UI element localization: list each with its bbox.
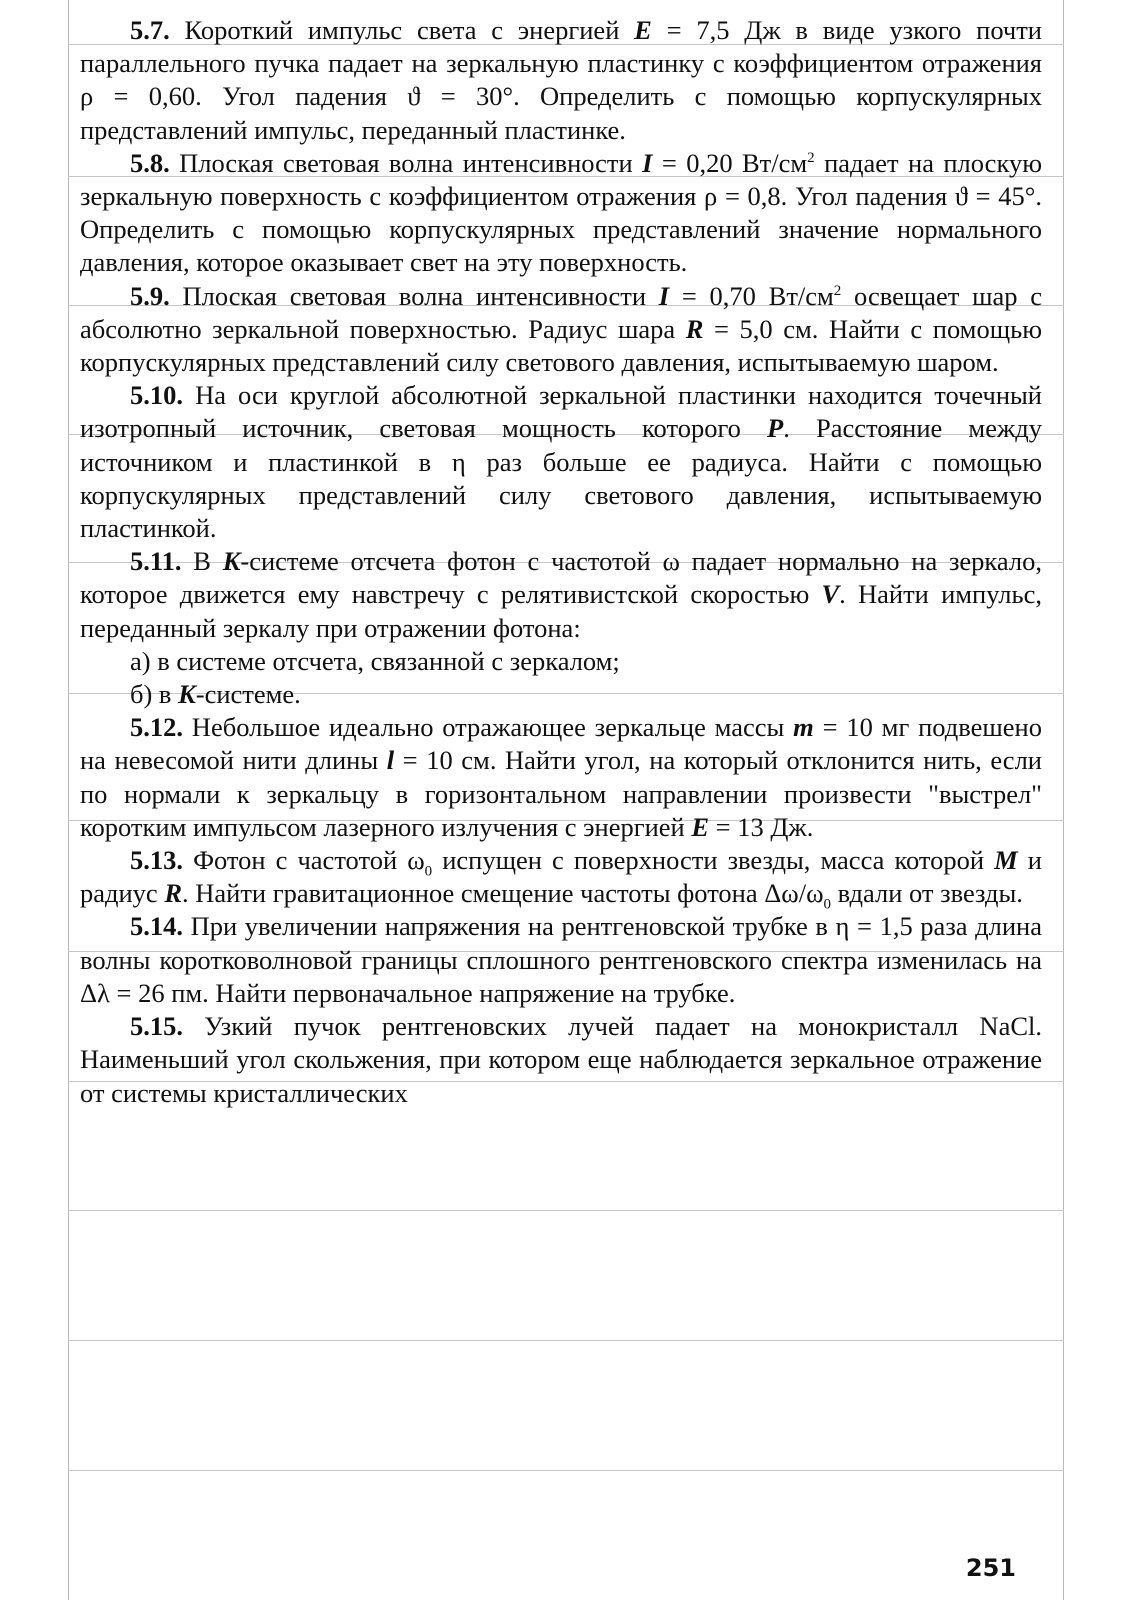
scan-border-right bbox=[1063, 0, 1064, 1600]
subscript: 0 bbox=[424, 863, 433, 880]
variable-symbol: l bbox=[386, 745, 395, 776]
superscript: 2 bbox=[833, 282, 842, 299]
problem-text: Узкий пучок рентгеновских лучей падает на монокристалл NaCl. Наименьший угол скольжения, при котором еще наблюдается зеркальное отражение от системы кристаллических bbox=[80, 1011, 1042, 1108]
variable-symbol: m bbox=[793, 712, 814, 743]
variable-symbol: I bbox=[658, 280, 670, 311]
variable-symbol: M bbox=[994, 845, 1018, 876]
problem-text: = 7,5 Дж в виде узкого почти параллельного пучка падает на зеркальную пластинку с коэффициентом отражения ρ = 0,60. Угол падения ϑ = 30°. Определить с помощью корпускулярных представлений импульс, переданный пластинке. bbox=[80, 15, 1042, 145]
problem-text: = 10 мг подвешено на невесомой нити длины bbox=[80, 712, 1042, 776]
problem-number: 5.14. bbox=[130, 911, 183, 942]
problem-number: 5.12. bbox=[130, 712, 183, 743]
problem-number: 5.8. bbox=[130, 147, 170, 178]
variable-symbol: V bbox=[821, 579, 840, 610]
problem-text: а) в системе отсчета, связанной с зеркалом; bbox=[130, 645, 620, 676]
superscript: 2 bbox=[807, 149, 815, 166]
problem-number: 5.13. bbox=[130, 845, 183, 876]
problem-text: и радиус bbox=[80, 845, 1042, 909]
problem-text: = 0,20 Вт/см bbox=[652, 147, 808, 178]
problem-text: -системе отсчета фотон с частотой ω падает нормально на зеркало, которое движется ему навстречу с релятивистской скоростью bbox=[80, 546, 1042, 610]
subscript: 0 bbox=[823, 896, 832, 913]
problem-number: 5.15. bbox=[130, 1011, 183, 1042]
problem-5-10 bbox=[80, 379, 1042, 545]
problem-5-9 bbox=[80, 280, 1042, 380]
variable-symbol: K bbox=[178, 679, 196, 710]
problem-text: . Найти гравитационное смещение частоты фотона Δω/ω bbox=[182, 878, 824, 909]
problem-text: . Расстояние между источником и пластинкой в η раз больше ее радиуса. Найти с помощью корпускулярных представлений силу светового давления, испытываемую пластинкой. bbox=[80, 413, 1042, 544]
problem-5-13 bbox=[80, 844, 1042, 913]
problem-text: = 0,70 Вт/см bbox=[669, 280, 834, 311]
problem-5-14 bbox=[80, 910, 1042, 1010]
problem-text: Плоская световая волна интенсивности bbox=[169, 280, 659, 311]
problem-text: Фотон с частотой ω bbox=[183, 845, 425, 876]
problem-5-15 bbox=[80, 1010, 1042, 1110]
problem-text: = 5,0 см. Найти с помощью корпускулярных представлений силу светового давления, испытываемую шаром. bbox=[80, 313, 1042, 378]
scan-line bbox=[68, 1340, 1064, 1341]
problem-text: Короткий импульс света с энергией bbox=[169, 15, 635, 45]
variable-symbol: P bbox=[767, 413, 784, 444]
problem-text: освещает шар с абсолютно зеркальной поверхностью. Радиус шара bbox=[80, 280, 1043, 344]
problem-number: 5.7. bbox=[130, 15, 170, 45]
problem-text: испущен с поверхности звезды, масса которой bbox=[432, 845, 995, 876]
variable-symbol: E bbox=[634, 15, 652, 45]
problem-option bbox=[80, 678, 1042, 711]
problem-text: = 13 Дж. bbox=[709, 811, 814, 842]
problem-text: = 10 см. Найти угол, на который отклонится нить, если по нормали к зеркальцу в горизонтальном направлении произвести "выстрел" коротким импульсом лазерного излучения с энергией bbox=[80, 745, 1042, 842]
problem-number: 5.9. bbox=[130, 280, 170, 311]
problem-option bbox=[80, 645, 1042, 678]
problem-number: 5.11. bbox=[130, 546, 182, 577]
problem-text: При увеличении напряжения на рентгеновской трубке в η = 1,5 раза длина волны коротковолновой границы сплошного рентгеновского спектра изменилась на Δλ = 26 пм. Найти первоначальное напряжение на трубке. bbox=[80, 911, 1042, 1008]
problem-5-7 bbox=[80, 14, 1042, 147]
variable-symbol: K bbox=[222, 546, 241, 577]
problem-text: вдали от звезды. bbox=[831, 878, 1023, 909]
problem-text: падает на плоскую зеркальную поверхность с коэффициентом отражения ρ = 0,8. Угол падения ϑ = 45°. Определить с помощью корпускулярных представлений значение нормального давления, которое оказывает свет на эту поверхность. bbox=[80, 147, 1042, 278]
scan-line bbox=[68, 1470, 1064, 1471]
variable-symbol: E bbox=[691, 811, 710, 842]
variable-symbol: R bbox=[164, 878, 183, 909]
page-number: 251 bbox=[965, 1554, 1016, 1582]
problem-text: В bbox=[181, 546, 223, 577]
scan-line bbox=[68, 1210, 1064, 1211]
problem-text: . Найти импульс, переданный зеркалу при отражении фотона: bbox=[80, 579, 1042, 643]
problem-number: 5.10. bbox=[130, 380, 183, 411]
problem-5-11 bbox=[80, 545, 1042, 645]
problem-text: -системе. bbox=[195, 679, 301, 710]
scan-border-left bbox=[68, 0, 69, 1600]
variable-symbol: I bbox=[642, 147, 653, 178]
problem-text: б) в bbox=[130, 679, 179, 710]
problem-5-12 bbox=[80, 711, 1042, 844]
problem-text: На оси круглой абсолютной зеркальной пластинки находится точечный изотропный источник, световая мощность которого bbox=[80, 380, 1042, 444]
problem-list bbox=[80, 14, 1042, 1110]
variable-symbol: R bbox=[685, 313, 704, 344]
problem-text: Плоская световая волна интенсивности bbox=[169, 147, 643, 178]
problem-5-8 bbox=[80, 147, 1042, 280]
problem-text: Небольшое идеально отражающее зеркальце массы bbox=[183, 712, 794, 743]
